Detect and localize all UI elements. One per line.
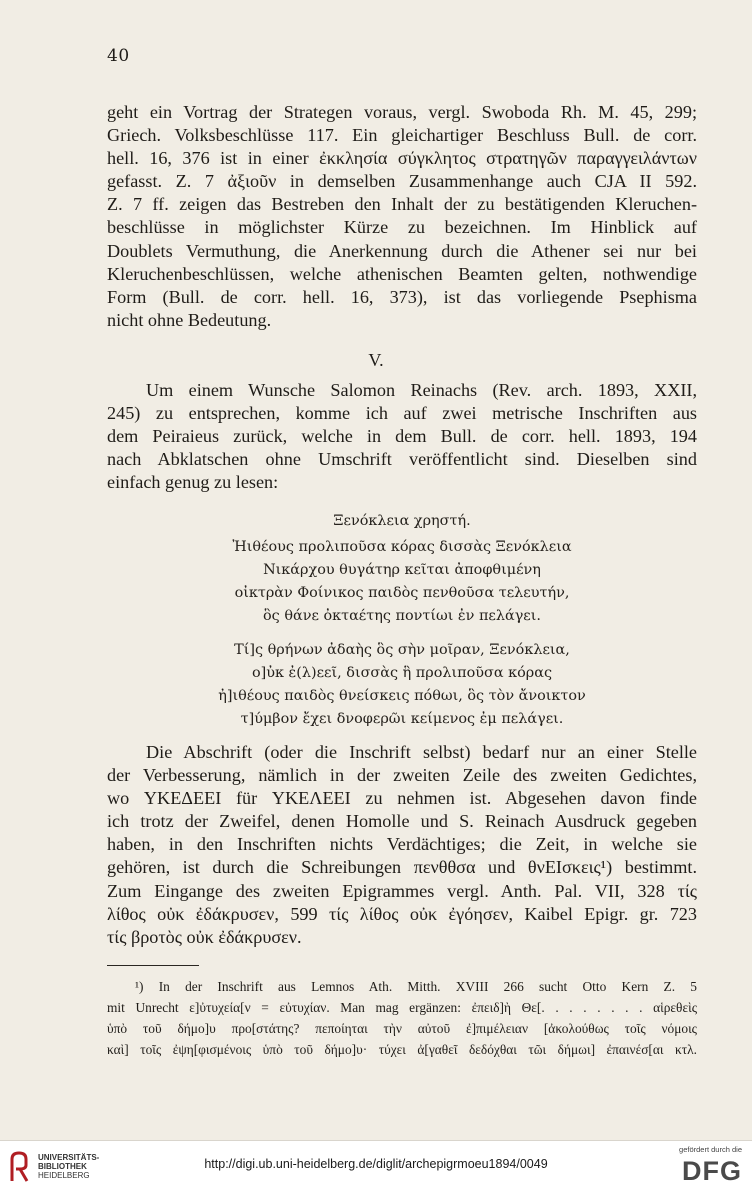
text-line: Z. 7 ff. zeigen das Bestreben den Inhalt der zu bestätigenden Kleruchen- <box>107 194 697 215</box>
text-line: nicht ohne Bedeutung. <box>107 309 272 330</box>
poem-line: Τί]ς θρήνων ἀδαὴς ὃς σὴν μοῖραν, Ξενόκλεια, <box>234 642 570 658</box>
text-line: hell. 16, 376 ist in einer ἐκκλησία σύγκλητος στρατηγῶν παραγγειλάντων <box>107 148 697 169</box>
footnote-line: ¹) In der Inschrift aus Lemnos Ath. Mitth. XVIII 266 sucht Otto Kern Z. 5 <box>135 979 697 994</box>
text-line: Um einem Wunsche Salomon Reinachs (Rev. arch. 1893, XXII, <box>146 380 697 400</box>
library-name-line: HEIDELBERG <box>38 1171 90 1180</box>
paragraph-3 <box>107 741 697 949</box>
library-name-line: UNIVERSITÄTS- <box>38 1153 100 1162</box>
text-line: Griech. Volksbeschlüsse 117. Ein gleichartiger Beschluss Bull. de corr. <box>107 125 697 146</box>
page-number: 40 <box>107 46 130 66</box>
poem-line: τ]ύμβον ἔχει δνοφερῶι κείμενος ἐμ πελάγει. <box>240 711 564 727</box>
footnote-line: ὑπὸ τοῦ δήμο]υ προ[στάτης? πεποίηται τὴν αὐτοῦ ἐ]πιμέλειαν [ἀκολούθως τοῖς νόμοις <box>107 1021 697 1036</box>
stanza-gap <box>107 628 697 639</box>
viewer-footer <box>0 1140 752 1194</box>
text-line: gehören, ist durch die Schreibungen πενθθσα und θνΕΙσκεις¹) bestimmt. <box>107 857 697 878</box>
footnote <box>107 976 697 1060</box>
paragraph-2 <box>107 379 697 494</box>
text-line: nach Abklatschen ohne Umschrift veröffentlicht sind. Dieselben sind <box>107 449 697 470</box>
section-heading: V. <box>368 350 384 370</box>
text-line: Die Abschrift (oder die Inschrift selbst) bedarf nur an einer Stelle <box>146 742 697 762</box>
poem-line: Νικάρχου θυγάτηρ κεῖται ἀποφθιμένη <box>263 562 541 578</box>
text-line: geht ein Vortrag der Strategen voraus, vergl. Swoboda Rh. M. 45, 299; <box>107 102 697 122</box>
funding-caption: gefördert durch die <box>679 1145 742 1154</box>
text-line: einfach genug zu lesen: <box>107 472 279 493</box>
text-line: der Verbesserung, nämlich in der zweiten Zeile des zweiten Gedichtes, <box>107 765 697 786</box>
footnote-separator <box>107 965 199 966</box>
poem-title: Ξενόκλεια χρηστή. <box>333 513 471 529</box>
poem-line: οἰκτρὰν Φοίνικος παιδὸς πενθοῦσα τελευτήν, <box>234 585 570 601</box>
poem-line: ὃς θάνε ὀκταέτης ποντίωι ἐν πελάγει. <box>263 608 541 624</box>
text-line: ich trotz der Zweifel, denen Homolle und S. Reinach Ausdruck gegeben <box>107 811 697 832</box>
text-line: gefasst. Z. 7 ἀξιοῦν in demselben Zusammenhange auch CJA II 592. <box>107 171 697 192</box>
greek-inscription-poem <box>107 510 697 731</box>
text-line: haben, in den Inschriften nichts Verdächtiges; die Zeit, in welche sie <box>107 834 697 855</box>
poem-line: Ἠιθέους προλιποῦσα κόρας δισσὰς Ξενόκλεια <box>232 539 572 555</box>
footnote-line: mit Unrecht ε]ὐτυχεία[ν = εὐτυχίαν. Man mag ergänzen: ἐπειδ]ὴ Θε[. . . . . . . . αἱρεθεὶς <box>107 1000 697 1015</box>
text-line: τίς βροτὸς οὐκ ἐδάκρυσεν. <box>107 926 302 947</box>
permalink-url[interactable]: http://digi.ub.uni-heidelberg.de/diglit/archepigrmoeu1894/0049 <box>204 1157 548 1171</box>
poem-line: ἠ]ιθέους παιδὸς θνείσκεις πόθωι, ὃς τὸν ἄνοικτον <box>218 688 586 704</box>
library-name-line: BIBLIOTHEK <box>38 1162 87 1171</box>
text-line: Kleruchenbeschlüssen, welche athenischen Beamten gelten, nothwendige <box>107 263 697 284</box>
poem-line: ο]ὐκ ἐ(λ)εεῖ, δισσὰς ἣ προλιποῦσα κόρας <box>251 665 553 681</box>
text-line: Zum Eingange des zweiten Epigrammes vergl. Anth. Pal. VII, 328 τίς <box>107 880 697 901</box>
paragraph-1 <box>107 101 697 332</box>
text-line: 245) zu entsprechen, komme ich auf zwei metrische Inschriften aus <box>107 403 697 424</box>
text-line: Doublets Vermuthung, die Anerkennung durch die Athener sei nur bei <box>107 240 697 261</box>
text-line: Form (Bull. de corr. hell. 16, 373), ist das vorliegende Psephisma <box>107 286 697 307</box>
text-line: λίθος οὐκ ἐδάκρυσεν, 599 τίς λίθος οὐκ ἐγόησεν, Kaibel Epigr. gr. 723 <box>107 903 697 924</box>
footnote-line: καὶ] τοῖς ἐψη[φισμένοις ὑπὸ τοῦ δήμο]υ· τύχει ἀ[γαθεῖ δεδόχθαι τῶι δήμωι] ἐπαινέσ[αι κτλ. <box>107 1042 697 1057</box>
text-line: dem Peiraieus zurück, welche in dem Bull. de corr. hell. 1893, 194 <box>107 426 697 447</box>
text-line: wo ΥΚΕΔΕΕΙ für ΥΚΕΛΕΕΙ zu nehmen ist. Abgesehen davon finde <box>107 788 697 809</box>
dfg-logo: DFG <box>682 1156 742 1186</box>
text-line: beschlüsse in möglichster Kürze zu bezeichnen. Im Hinblick auf <box>107 217 697 238</box>
